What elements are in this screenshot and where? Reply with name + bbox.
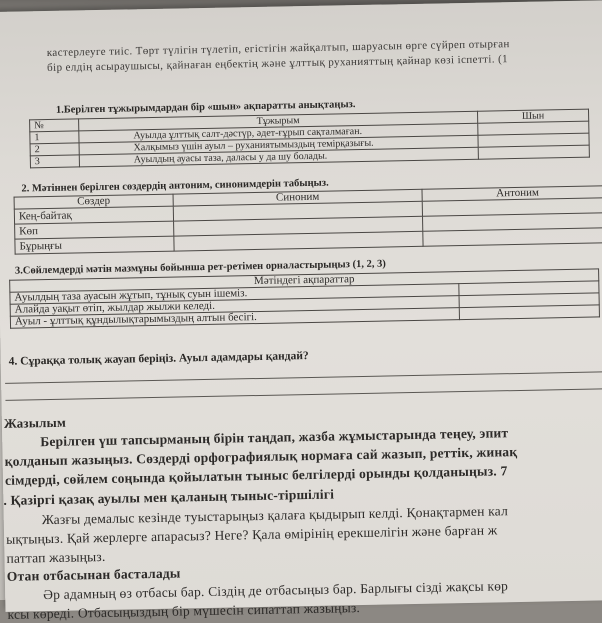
header-info: Мәтіндегі ақпараттар bbox=[10, 269, 599, 292]
row-statement: Халқымыз үшін ауыл – руханиятымыздың темірқазығы. bbox=[79, 135, 478, 155]
antonym-cell[interactable] bbox=[423, 228, 602, 247]
header-words: Сөздер bbox=[14, 194, 173, 209]
topic-2-text: ксы көреді. Отбасыңыздың бір мүшесін сипаттап жазыңыз. bbox=[7, 600, 361, 622]
word-cell: Көп bbox=[15, 221, 174, 239]
topic-2-text: Әр адамның өз отбасы бар. Сіздің де отбасыңыз бар. Барлығы сізді жақсы көр bbox=[43, 578, 509, 603]
writing-instruction-line: қолданып жазыңыз. Сөздерді орфографиялық нормаға сай жазып, реттік, жинақ bbox=[4, 444, 518, 469]
row-number: 3 bbox=[30, 155, 79, 168]
task3-table bbox=[9, 268, 600, 328]
task3-heading: 3.Сөйлемдерді мәтін мазмұны бойынша рет-ретімен орналастырыңыз (1, 2, 3) bbox=[14, 258, 386, 277]
writing-instruction-line: Берілген үш тапсырманың бірін таңдап, жазба жұмыстарында теңеу, эпит bbox=[40, 425, 509, 450]
topic-1-text: Жазғы демалыс кезінде туыстарыңыз қалаға қыдырып келді. Қонақтармен кал bbox=[41, 503, 509, 528]
header-statement: Тұжырым bbox=[79, 111, 478, 131]
answer-cell[interactable] bbox=[478, 145, 589, 159]
info-sentence: Алайда уақыт өтіп, жылдар жылжи келеді. bbox=[10, 296, 459, 317]
row-statement: Ауылда ұлттық салт-дәстүр, әдет-ғұрып сақталмаған. bbox=[79, 123, 478, 143]
topic-1-text: паттап жазыңыз. bbox=[6, 548, 106, 566]
row-number: 2 bbox=[30, 143, 79, 156]
intro-line-1: кастерлеуге тиіс. Төрт түлігін түлетіп, егістігін жайқалтып, шаруасын өрге сүйреп отырған bbox=[46, 38, 510, 59]
task1-table bbox=[29, 109, 590, 169]
task2-table bbox=[14, 185, 602, 255]
task1-heading: 1.Берілген тұжырымдардан бір «шын» ақпаратты анықтаңыз. bbox=[55, 99, 356, 116]
topic-2-title: Отан отбасынан басталады bbox=[6, 565, 181, 584]
writing-instruction-line: сімдерді, сөйлем соңында қойылатын тыныс белгілерді орынды қолданыңыз. 7 bbox=[4, 463, 508, 488]
intro-line-2: бір елдің асыраушысы, қайнаған еңбектің және ұлттық руханияттың қайнар көзі іспетті. (1 bbox=[46, 53, 509, 74]
info-sentence: Ауылдың таза ауасын жұтып, тұнық суын ішеміз. bbox=[10, 284, 459, 305]
row-statement: Ауылдың ауасы таза, даласы у да шу болады. bbox=[79, 147, 478, 167]
header-antonym: Антоним bbox=[422, 186, 602, 202]
task2-heading: 2. Мәтіннен берілген сөздердің антоним, синонимдерін табыңыз. bbox=[21, 177, 329, 195]
word-cell: Кең-байтақ bbox=[14, 206, 173, 224]
word-cell: Бұрыңғы bbox=[15, 236, 174, 254]
topic-1-text: ықтыңыз. Қай жерлерге апарасыз? Неге? Қала өмірінің ерекшелігін және барған ж bbox=[5, 522, 498, 547]
writing-heading: Жазылым bbox=[3, 414, 67, 431]
answer-line[interactable] bbox=[5, 388, 602, 401]
header-number: № bbox=[30, 119, 79, 132]
info-sentence: Ауыл - ұлттық құндылықтарымыздың алтын бесігі. bbox=[10, 308, 459, 329]
header-true: Шын bbox=[477, 109, 588, 123]
topic-1-title: . Қазіргі қазақ ауылы мен қаланың тыныс-тіршілігі bbox=[3, 486, 335, 508]
order-cell[interactable] bbox=[459, 305, 599, 320]
row-number: 1 bbox=[30, 131, 79, 144]
header-synonym: Синоним bbox=[173, 189, 422, 206]
answer-line[interactable] bbox=[5, 371, 602, 384]
task4-heading: 4. Сұраққа толық жауап беріңіз. Ауыл адамдары қандай? bbox=[8, 350, 309, 368]
